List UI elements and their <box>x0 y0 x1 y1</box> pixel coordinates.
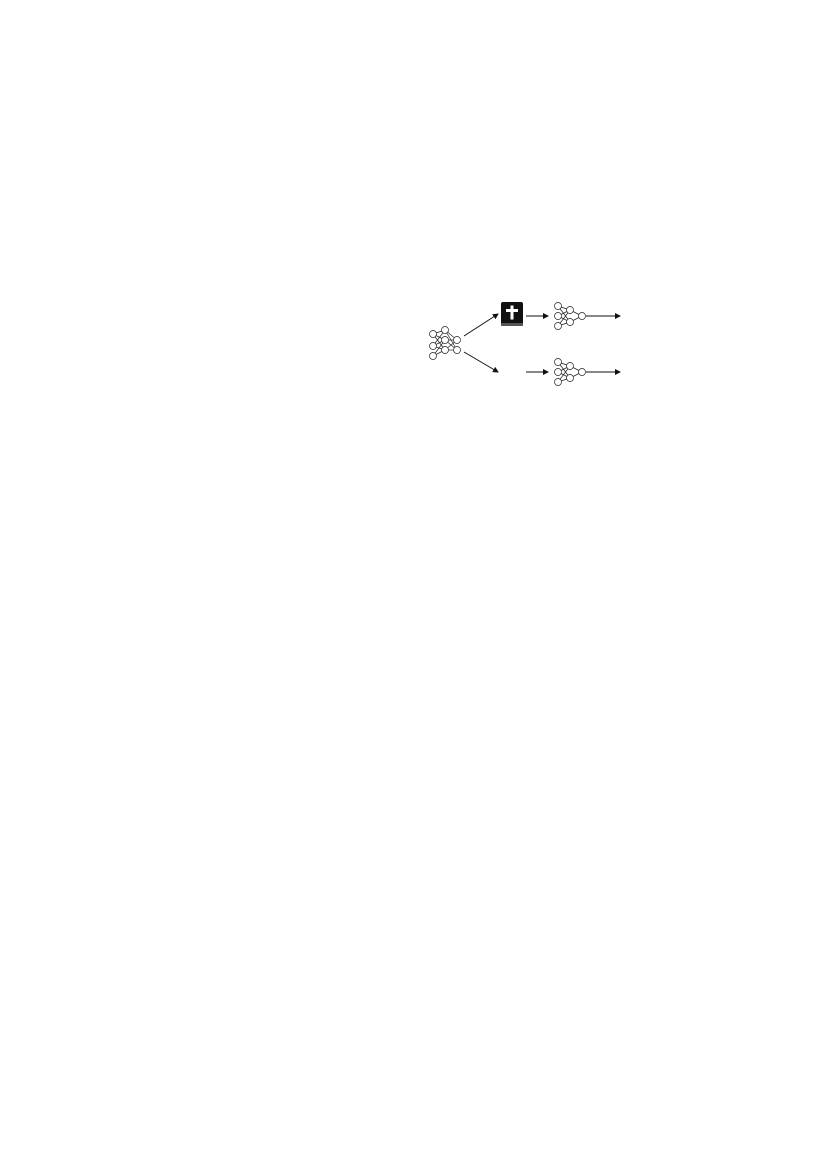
finetuned-network-icon <box>555 359 586 386</box>
mt5-network-icon <box>430 327 461 360</box>
bible-icon <box>501 302 523 326</box>
figure-1-diagram <box>424 296 730 396</box>
finetuned-network-icon <box>555 303 586 330</box>
section-heading <box>100 821 124 839</box>
arxiv-identifier <box>20 355 60 855</box>
